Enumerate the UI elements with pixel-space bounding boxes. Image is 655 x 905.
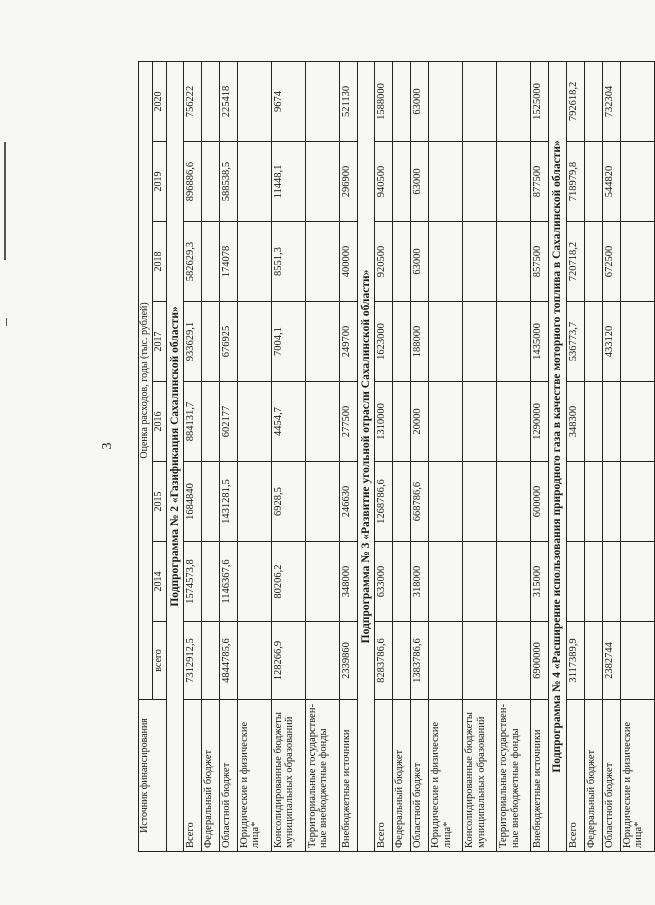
table-row bbox=[497, 61, 531, 851]
total-cell: 1383786,6 bbox=[411, 622, 429, 700]
value-cell bbox=[306, 462, 340, 542]
value-cell bbox=[584, 61, 602, 141]
value-cell bbox=[584, 542, 602, 622]
value-cell: 63000 bbox=[411, 222, 429, 302]
section-row bbox=[549, 61, 566, 851]
value-cell: 80206,2 bbox=[272, 542, 306, 622]
header-year: 2020 bbox=[152, 61, 166, 141]
value-cell bbox=[463, 382, 497, 462]
table-row bbox=[602, 61, 620, 851]
page-number: 3 bbox=[100, 442, 115, 450]
value-cell bbox=[497, 61, 531, 141]
value-cell: 884131,7 bbox=[184, 382, 202, 462]
value-cell bbox=[429, 382, 463, 462]
value-cell: 1588000 bbox=[375, 61, 393, 141]
source-cell: Территориальные государствен-ные внебюджетные фонды bbox=[306, 700, 340, 852]
total-cell bbox=[429, 622, 463, 700]
table-wrapper bbox=[138, 62, 645, 852]
value-cell bbox=[620, 222, 654, 302]
value-cell: 1684840 bbox=[184, 462, 202, 542]
source-cell: Территориальные государствен-ные внебюджетные фонды bbox=[497, 700, 531, 852]
financing-table bbox=[138, 61, 655, 852]
value-cell bbox=[238, 542, 272, 622]
header-year: 2016 bbox=[152, 382, 166, 462]
value-cell: 225418 bbox=[220, 61, 238, 141]
total-cell: 2339860 bbox=[340, 622, 358, 700]
total-cell: 128266,9 bbox=[272, 622, 306, 700]
header-estimate: Оценка расходов, годы (тыс. рублей) bbox=[139, 61, 153, 699]
value-cell bbox=[497, 382, 531, 462]
total-cell bbox=[202, 622, 220, 700]
value-cell bbox=[429, 222, 463, 302]
value-cell bbox=[202, 382, 220, 462]
value-cell: 582629,3 bbox=[184, 222, 202, 302]
value-cell: 348000 bbox=[340, 542, 358, 622]
source-cell: Всего bbox=[566, 700, 584, 852]
value-cell: 249700 bbox=[340, 302, 358, 382]
value-cell bbox=[497, 462, 531, 542]
table-row bbox=[429, 61, 463, 851]
value-cell: 63000 bbox=[411, 61, 429, 141]
source-cell: Консолидированные бюджеты муниципальных образований bbox=[463, 700, 497, 852]
value-cell bbox=[584, 302, 602, 382]
value-cell: 277500 bbox=[340, 382, 358, 462]
scan-artifact-mark bbox=[6, 318, 7, 326]
value-cell bbox=[620, 462, 654, 542]
value-cell: 8551,3 bbox=[272, 222, 306, 302]
value-cell bbox=[620, 142, 654, 222]
source-cell: Федеральный бюджет bbox=[202, 700, 220, 852]
value-cell bbox=[238, 61, 272, 141]
value-cell bbox=[463, 542, 497, 622]
value-cell bbox=[393, 382, 411, 462]
total-cell bbox=[620, 622, 654, 700]
value-cell bbox=[393, 462, 411, 542]
value-cell bbox=[393, 302, 411, 382]
value-cell bbox=[584, 382, 602, 462]
source-cell: Юридические и физические лица* bbox=[429, 700, 463, 852]
value-cell: 536773,7 bbox=[566, 302, 584, 382]
value-cell: 11448,1 bbox=[272, 142, 306, 222]
value-cell: 4454,7 bbox=[272, 382, 306, 462]
value-cell: 1268786,6 bbox=[375, 462, 393, 542]
source-cell: Всего bbox=[184, 700, 202, 852]
total-cell bbox=[238, 622, 272, 700]
value-cell: 1574573,8 bbox=[184, 542, 202, 622]
table-row bbox=[306, 61, 340, 851]
table-row bbox=[202, 61, 220, 851]
value-cell: 1525000 bbox=[531, 61, 549, 141]
value-cell bbox=[306, 222, 340, 302]
value-cell: 246630 bbox=[340, 462, 358, 542]
source-cell: Областной бюджет bbox=[220, 700, 238, 852]
value-cell: 718979,8 bbox=[566, 142, 584, 222]
table-row bbox=[340, 61, 358, 851]
table-row bbox=[463, 61, 497, 851]
value-cell bbox=[463, 302, 497, 382]
value-cell bbox=[393, 542, 411, 622]
total-cell bbox=[393, 622, 411, 700]
value-cell: 348300 bbox=[566, 382, 584, 462]
value-cell: 732304 bbox=[602, 61, 620, 141]
total-cell bbox=[463, 622, 497, 700]
source-cell: Областной бюджет bbox=[602, 700, 620, 852]
value-cell: 1310000 bbox=[375, 382, 393, 462]
value-cell bbox=[584, 462, 602, 542]
value-cell bbox=[566, 462, 584, 542]
table-row bbox=[220, 61, 238, 851]
value-cell: 20000 bbox=[411, 382, 429, 462]
total-cell: 2382744 bbox=[602, 622, 620, 700]
value-cell: 318000 bbox=[411, 542, 429, 622]
value-cell bbox=[429, 302, 463, 382]
value-cell: 600000 bbox=[531, 462, 549, 542]
value-cell: 602177 bbox=[220, 382, 238, 462]
value-cell: 433120 bbox=[602, 302, 620, 382]
section-title: Подпрограмма № 4 «Расширение использования природного газа в качестве моторного топлива в Сахалинской области» bbox=[549, 61, 566, 851]
value-cell bbox=[429, 142, 463, 222]
value-cell bbox=[238, 462, 272, 542]
section-row bbox=[358, 61, 375, 851]
total-cell bbox=[306, 622, 340, 700]
value-cell bbox=[238, 302, 272, 382]
header-year: 2018 bbox=[152, 222, 166, 302]
value-cell bbox=[306, 142, 340, 222]
value-cell: 9674 bbox=[272, 61, 306, 141]
value-cell bbox=[306, 542, 340, 622]
value-cell: 668786,6 bbox=[411, 462, 429, 542]
table-row bbox=[620, 61, 654, 851]
value-cell: 1435000 bbox=[531, 302, 549, 382]
value-cell: 920500 bbox=[375, 222, 393, 302]
value-cell: 792618,2 bbox=[566, 61, 584, 141]
value-cell bbox=[620, 302, 654, 382]
value-cell: 940500 bbox=[375, 142, 393, 222]
table-row bbox=[272, 61, 306, 851]
value-cell bbox=[463, 142, 497, 222]
value-cell bbox=[393, 222, 411, 302]
value-cell bbox=[497, 142, 531, 222]
value-cell: 400000 bbox=[340, 222, 358, 302]
value-cell bbox=[497, 542, 531, 622]
rotated-table-area bbox=[138, 62, 645, 852]
value-cell bbox=[202, 61, 220, 141]
value-cell: 672500 bbox=[602, 222, 620, 302]
total-cell: 7312912,5 bbox=[184, 622, 202, 700]
table-row bbox=[584, 61, 602, 851]
source-cell: Федеральный бюджет bbox=[393, 700, 411, 852]
source-cell: Юридические и физические лица* bbox=[238, 700, 272, 852]
value-cell bbox=[238, 382, 272, 462]
source-cell: Юридические и физические лица* bbox=[620, 700, 654, 852]
value-cell: 63000 bbox=[411, 142, 429, 222]
value-cell bbox=[306, 61, 340, 141]
source-cell: Консолидированные бюджеты муниципальных образований bbox=[272, 700, 306, 852]
total-cell bbox=[584, 622, 602, 700]
value-cell: 1623000 bbox=[375, 302, 393, 382]
value-cell bbox=[497, 302, 531, 382]
source-cell: Областной бюджет bbox=[411, 700, 429, 852]
header-year: 2014 bbox=[152, 542, 166, 622]
value-cell bbox=[202, 542, 220, 622]
header-year: 2017 bbox=[152, 302, 166, 382]
total-cell: 3117389,9 bbox=[566, 622, 584, 700]
table-row bbox=[531, 61, 549, 851]
value-cell bbox=[306, 382, 340, 462]
source-cell: Внебюджетные источники bbox=[340, 700, 358, 852]
value-cell: 588538,5 bbox=[220, 142, 238, 222]
value-cell: 633000 bbox=[375, 542, 393, 622]
value-cell: 174078 bbox=[220, 222, 238, 302]
table-body bbox=[166, 61, 654, 851]
table-row bbox=[411, 61, 429, 851]
value-cell bbox=[463, 61, 497, 141]
value-cell bbox=[238, 142, 272, 222]
value-cell bbox=[584, 222, 602, 302]
value-cell: 896886,6 bbox=[184, 142, 202, 222]
value-cell: 6928,5 bbox=[272, 462, 306, 542]
total-cell: 6900000 bbox=[531, 622, 549, 700]
value-cell: 933629,1 bbox=[184, 302, 202, 382]
value-cell bbox=[306, 302, 340, 382]
total-cell: 8283786,6 bbox=[375, 622, 393, 700]
total-cell bbox=[497, 622, 531, 700]
section-title: Подпрограмма № 2 «Газификация Сахалинской области» bbox=[166, 61, 183, 851]
value-cell: 315000 bbox=[531, 542, 549, 622]
scan-artifact-mark bbox=[4, 142, 6, 260]
value-cell bbox=[620, 542, 654, 622]
header-source: Источник финансирования bbox=[139, 700, 167, 852]
table-row bbox=[566, 61, 584, 851]
value-cell bbox=[429, 61, 463, 141]
header-total: всего bbox=[152, 622, 166, 700]
value-cell bbox=[620, 61, 654, 141]
value-cell bbox=[602, 542, 620, 622]
value-cell: 756222 bbox=[184, 61, 202, 141]
value-cell bbox=[393, 61, 411, 141]
value-cell bbox=[202, 222, 220, 302]
value-cell: 676925 bbox=[220, 302, 238, 382]
value-cell: 857500 bbox=[531, 222, 549, 302]
value-cell bbox=[584, 142, 602, 222]
section-row bbox=[166, 61, 183, 851]
value-cell: 1146367,6 bbox=[220, 542, 238, 622]
value-cell: 544820 bbox=[602, 142, 620, 222]
value-cell bbox=[620, 382, 654, 462]
value-cell bbox=[429, 542, 463, 622]
value-cell bbox=[429, 462, 463, 542]
table-row bbox=[393, 61, 411, 851]
header-year: 2015 bbox=[152, 462, 166, 542]
value-cell bbox=[602, 462, 620, 542]
source-cell: Федеральный бюджет bbox=[584, 700, 602, 852]
value-cell: 296900 bbox=[340, 142, 358, 222]
section-title: Подпрограмма № 3 «Развитие угольной отрасли Сахалинской области» bbox=[358, 61, 375, 851]
value-cell: 1431281,5 bbox=[220, 462, 238, 542]
value-cell: 1290000 bbox=[531, 382, 549, 462]
value-cell bbox=[463, 462, 497, 542]
source-cell: Всего bbox=[375, 700, 393, 852]
table-row bbox=[375, 61, 393, 851]
value-cell bbox=[463, 222, 497, 302]
total-cell: 4844785,6 bbox=[220, 622, 238, 700]
value-cell bbox=[202, 302, 220, 382]
value-cell bbox=[238, 222, 272, 302]
source-cell: Внебюджетные источники bbox=[531, 700, 549, 852]
value-cell bbox=[202, 462, 220, 542]
value-cell bbox=[602, 382, 620, 462]
value-cell: 720718,2 bbox=[566, 222, 584, 302]
value-cell bbox=[497, 222, 531, 302]
value-cell: 877500 bbox=[531, 142, 549, 222]
value-cell: 7004,1 bbox=[272, 302, 306, 382]
value-cell bbox=[202, 142, 220, 222]
table-row bbox=[238, 61, 272, 851]
value-cell: 188000 bbox=[411, 302, 429, 382]
value-cell: 521130 bbox=[340, 61, 358, 141]
value-cell bbox=[566, 542, 584, 622]
table-row bbox=[184, 61, 202, 851]
header-year: 2019 bbox=[152, 142, 166, 222]
value-cell bbox=[393, 142, 411, 222]
